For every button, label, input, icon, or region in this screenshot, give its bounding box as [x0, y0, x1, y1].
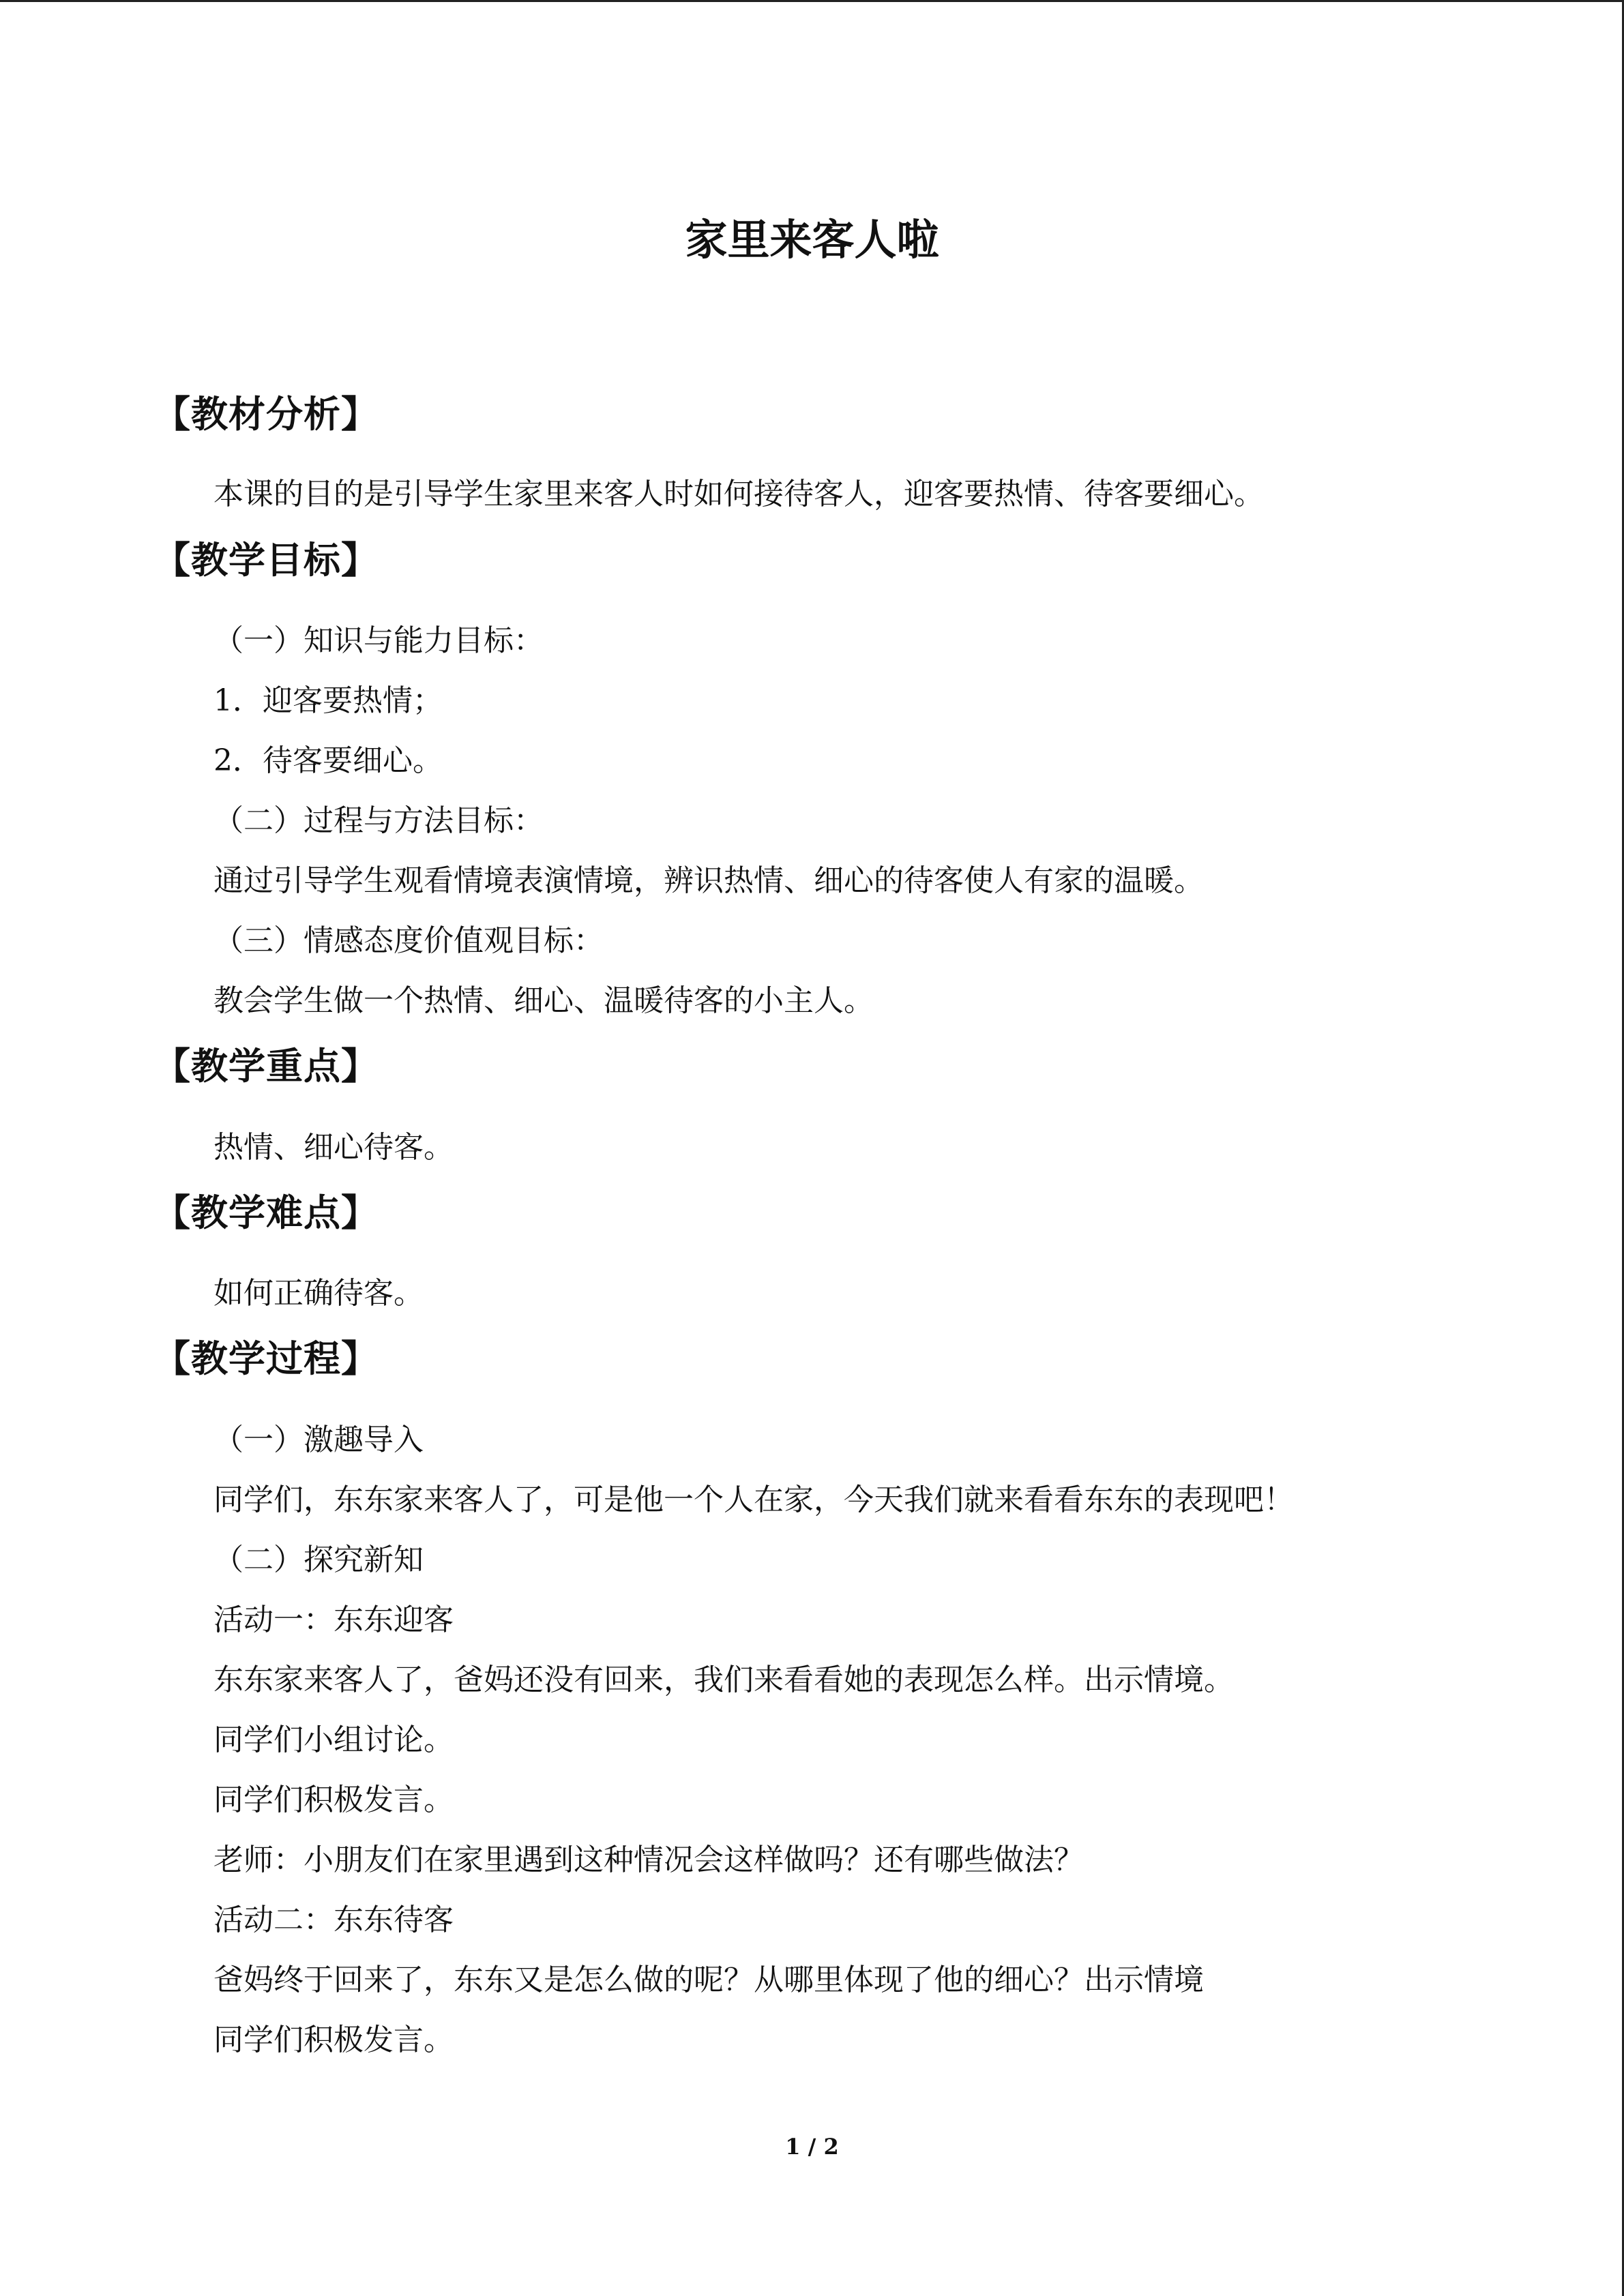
process-line: 爸妈终于回来了，东东又是怎么做的呢？从哪里体现了他的细心？出示情境 [213, 1963, 1204, 1997]
heading-key-points: 【教学重点】 [153, 1044, 379, 1088]
goals-line: （一）知识与能力目标： [213, 623, 544, 658]
heading-goals: 【教学目标】 [153, 538, 379, 582]
heading-difficulties: 【教学难点】 [153, 1191, 379, 1234]
process-line: 同学们积极发言。 [213, 1783, 454, 1817]
goals-line: （三）情感态度价值观目标： [213, 923, 604, 958]
process-line: 同学们小组讨论。 [213, 1723, 454, 1757]
difficulties-text: 如何正确待客。 [213, 1276, 424, 1311]
page-border-top [0, 0, 1624, 2]
process-line: 老师：小朋友们在家里遇到这种情况会这样做吗？还有哪些做法？ [213, 1843, 1084, 1877]
goals-line: 1．迎客要热情； [213, 683, 443, 718]
goals-line: 2．待客要细心。 [213, 743, 443, 778]
heading-process: 【教学过程】 [153, 1337, 379, 1380]
goals-line: 教会学生做一个热情、细心、温暖待客的小主人。 [213, 983, 874, 1018]
goals-line: 通过引导学生观看情境表演情境，辨识热情、细心的待客使人有家的温暖。 [213, 863, 1204, 898]
page-number: 1 / 2 [785, 2134, 839, 2160]
key-points-text: 热情、细心待客。 [213, 1130, 454, 1165]
heading-analysis: 【教材分析】 [153, 392, 379, 436]
process-line: 东东家来客人了，爸妈还没有回来，我们来看看她的表现怎么样。出示情境。 [213, 1663, 1234, 1697]
analysis-text: 本课的目的是引导学生家里来客人时如何接待客人，迎客要热情、待客要细心。 [213, 477, 1264, 511]
process-line: （一）激趣导入 [213, 1422, 424, 1457]
document-title: 家里来客人啦 [685, 215, 939, 265]
process-line: 同学们，东东家来客人了，可是他一个人在家，今天我们就来看看东东的表现吧！ [213, 1482, 1294, 1517]
process-line: 同学们积极发言。 [213, 2023, 454, 2057]
process-line: 活动一：东东迎客 [213, 1602, 454, 1637]
process-line: （二）探究新知 [213, 1542, 424, 1577]
goals-line: （二）过程与方法目标： [213, 803, 544, 838]
process-line: 活动二：东东待客 [213, 1903, 454, 1937]
